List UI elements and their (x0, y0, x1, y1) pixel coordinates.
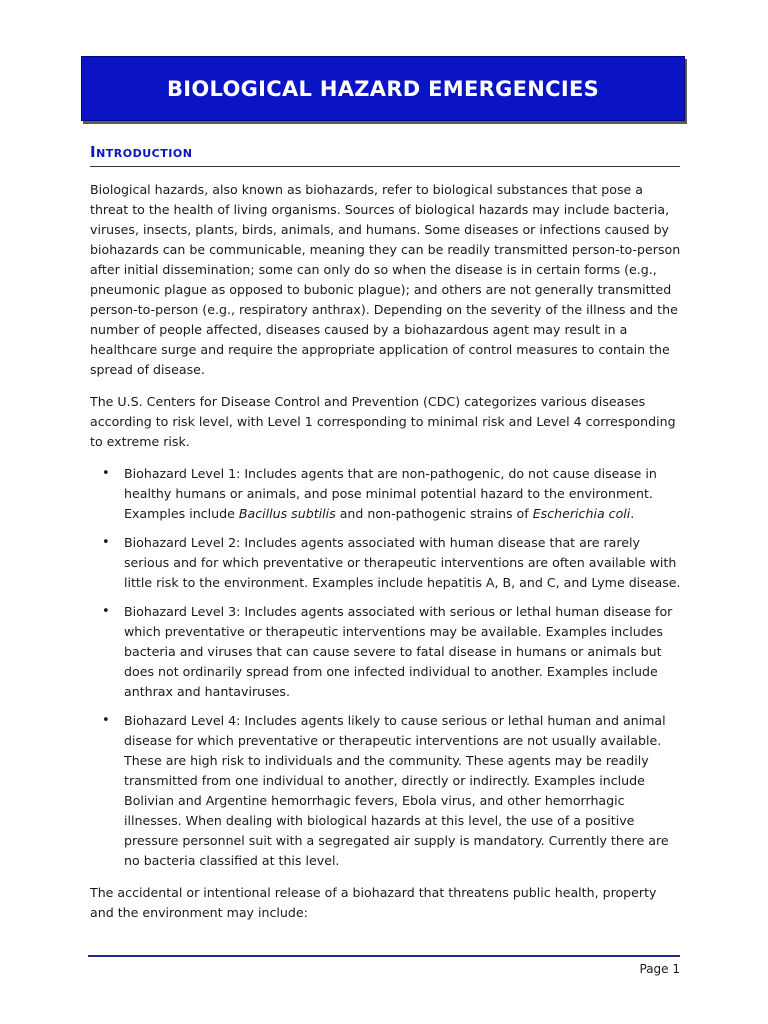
list-item (90, 711, 682, 871)
section-heading-text: Introduction (90, 143, 193, 161)
title-banner (81, 56, 685, 121)
closing-paragraph: The accidental or intentional release of a biohazard that threatens public health, property and the environment may include: (90, 885, 657, 920)
bullet-icon: • (102, 713, 110, 728)
intro-paragraph: Biological hazards, also known as biohazards, refer to biological substances that pose a threat to the health of living organisms. Sources of biological hazards may include bacteria, viruses, insects, plants, birds, animals, and humans. Some diseases or infections caused by biohazards can be communicable, meaning they can be readily transmitted person-to-person after initial dissemination; some can only do so when the disease is in certain forms (e.g., pneumonic plague as opposed to bubonic plague); and others are not generally transmitted person-to-person (e.g., respiratory anthrax). Depending on the severity of the illness and the number of people affected, diseases caused by a biohazardous agent may result in a healthcare surge and require the appropriate application of control measures to contain the spread of disease. (90, 182, 681, 377)
list-item (90, 533, 682, 593)
document-title: BIOLOGICAL HAZARD EMERGENCIES (166, 76, 600, 101)
bullet-icon: • (102, 604, 110, 619)
level-2-text: Biohazard Level 2: Includes agents associated with human disease that are rarely serious and for which preventative or therapeutic interventions are often available with little risk to the environment. Examples include hepatitis A, B, and C, and Lyme disease. (124, 535, 681, 590)
cdc-paragraph: The U.S. Centers for Disease Control and Prevention (CDC) categorizes various diseases according to risk level, with Level 1 corresponding to minimal risk and Level 4 corresponding to extreme risk. (90, 394, 676, 449)
page-number: Page 1 (639, 962, 680, 976)
footer-divider (88, 955, 680, 957)
level-1-text-cont: and non-pathogenic strains of (335, 506, 533, 521)
list-item (90, 602, 682, 702)
bullet-icon: • (102, 535, 110, 550)
biohazard-levels-list (90, 464, 682, 871)
level-3-text: Biohazard Level 3: Includes agents associated with serious or lethal human disease for which preventative or therapeutic interventions may be available. Examples includes bacteria and viruses that can cause severe to fatal disease in humans or animals but does not ordinarily spread from one infected individual to another. Examples include anthrax and hantaviruses. (124, 604, 673, 699)
list-item (90, 464, 682, 524)
level-1-organism: Bacillus subtilis (238, 506, 336, 521)
document-body (90, 180, 682, 935)
level-1-text: Biohazard Level 1: Includes agents that are non-pathogenic, do not cause disease in healthy humans or animals, and pose minimal potential hazard to the environment. Examples include (124, 466, 657, 521)
level-1-organism-2: Escherichia coli (532, 506, 631, 521)
section-heading (90, 140, 680, 167)
level-1-text-end: . (630, 506, 635, 521)
level-4-text: Biohazard Level 4: Includes agents likely to cause serious or lethal human and animal disease for which preventative or therapeutic interventions are not usually available. These are high risk to individuals and the community. These agents may be readily transmitted from one individual to another, directly or indirectly. Examples include Bolivian and Argentine hemorrhagic fevers, Ebola virus, and other hemorrhagic illnesses. When dealing with biological hazards at this level, the use of a positive pressure personnel suit with a segregated air supply is mandatory. Currently there are no bacteria classified at this level. (124, 713, 669, 868)
bullet-icon: • (102, 466, 110, 481)
